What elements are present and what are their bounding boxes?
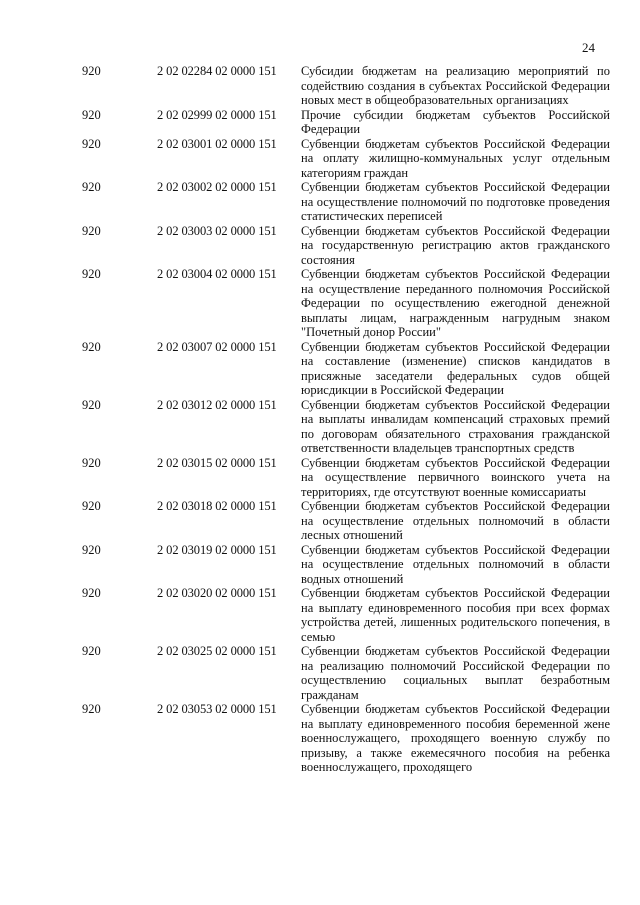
row-description: Субвенции бюджетам субъектов Российской Федерации на осуществление переданного полномочия Российской Федерации по осуществлению ежегодной денежной выплаты лицам, награжденным нагрудным знаком "Почетный донор России" bbox=[301, 267, 610, 339]
admin-code: 920 bbox=[82, 107, 101, 122]
budget-classification-code: 2 02 03019 02 0000 151 bbox=[157, 542, 277, 557]
budget-classification-code: 2 02 03012 02 0000 151 bbox=[157, 397, 277, 412]
budget-classification-code: 2 02 03001 02 0000 151 bbox=[157, 136, 277, 151]
budget-classification-code: 2 02 03007 02 0000 151 bbox=[157, 339, 277, 354]
budget-classification-code: 2 02 03025 02 0000 151 bbox=[157, 644, 277, 658]
row-description: Субвенции бюджетам субъектов Российской Федерации на оплату жилищно-коммунальных услуг отдельным категориям граждан bbox=[301, 136, 610, 180]
budget-classification-code: 2 02 03002 02 0000 151 bbox=[157, 180, 277, 194]
row-description: Субвенции бюджетам субъектов Российской Федерации на осуществление отдельных полномочий в области лесных отношений bbox=[301, 499, 610, 542]
admin-code: 920 bbox=[82, 136, 101, 151]
admin-code: 920 bbox=[82, 180, 101, 194]
budget-classification-code: 2 02 03020 02 0000 151 bbox=[157, 586, 277, 600]
budget-classification-code: 2 02 03053 02 0000 151 bbox=[157, 702, 277, 716]
table-row bbox=[0, 499, 640, 543]
row-description: Субсидии бюджетам на реализацию мероприятий по содействию создания в субъектах Российской Федерации новых мест в общеобразовательных организациях bbox=[301, 64, 610, 107]
admin-code: 920 bbox=[82, 586, 101, 600]
row-description: Субвенции бюджетам субъектов Российской Федерации на составление (изменение) списков кандидатов в присяжные заседатели федеральных судов общей юрисдикции в Российской Федерации bbox=[301, 339, 610, 397]
table-row bbox=[0, 644, 640, 702]
table-row bbox=[0, 180, 640, 224]
row-description: Субвенции бюджетам субъектов Российской Федерации на выплаты инвалидам компенсаций страховых премий по договорам обязательного страхования гражданской ответственности владельцев транспортных средств bbox=[301, 397, 610, 455]
row-description: Субвенции бюджетам субъектов Российской Федерации на реализацию полномочий Российской Федерации по осуществлению социальных выплат безработным гражданам bbox=[301, 644, 610, 702]
admin-code: 920 bbox=[82, 542, 101, 557]
admin-code: 920 bbox=[82, 267, 101, 281]
table-row bbox=[0, 267, 640, 340]
budget-classification-code: 2 02 02999 02 0000 151 bbox=[157, 107, 277, 122]
budget-classification-code: 2 02 03004 02 0000 151 bbox=[157, 267, 277, 281]
admin-code: 920 bbox=[82, 339, 101, 354]
table-row bbox=[0, 340, 640, 398]
budget-classification-code: 2 02 03003 02 0000 151 bbox=[157, 223, 277, 238]
table-row bbox=[0, 456, 640, 500]
budget-classification-code: 2 02 02284 02 0000 151 bbox=[157, 64, 277, 78]
table-row bbox=[0, 108, 640, 137]
admin-code: 920 bbox=[82, 455, 101, 470]
table-row bbox=[0, 398, 640, 456]
budget-classification-code: 2 02 03018 02 0000 151 bbox=[157, 499, 277, 513]
page-number: 24 bbox=[582, 40, 595, 55]
row-description: Субвенции бюджетам субъектов Российской Федерации на выплату единовременного пособия беременной жене военнослужащего, проходящего военную службу по призыву, а также ежемесячного пособия на ребенка военнослужащего, проходящего bbox=[301, 702, 610, 774]
row-description: Субвенции бюджетам субъектов Российской Федерации на осуществление полномочий по подготовке проведения статистических переписей bbox=[301, 180, 610, 223]
budget-classification-code: 2 02 03015 02 0000 151 bbox=[157, 455, 277, 470]
admin-code: 920 bbox=[82, 397, 101, 412]
row-description: Субвенции бюджетам субъектов Российской Федерации на осуществление отдельных полномочий в области водных отношений bbox=[301, 542, 610, 586]
table-row bbox=[0, 586, 640, 644]
row-description: Субвенции бюджетам субъектов Российской Федерации на государственную регистрацию актов гражданского состояния bbox=[301, 223, 610, 267]
admin-code: 920 bbox=[82, 702, 101, 716]
table-row bbox=[0, 702, 640, 775]
row-description: Субвенции бюджетам субъектов Российской Федерации на выплату единовременного пособия при всех формах устройства детей, лишенных родительского попечения, в семью bbox=[301, 586, 610, 644]
budget-codes-table bbox=[0, 64, 640, 775]
table-row bbox=[0, 64, 640, 108]
row-description: Субвенции бюджетам субъектов Российской Федерации на осуществление первичного воинского учета на территориях, где отсутствуют военные комиссариаты bbox=[301, 455, 610, 499]
admin-code: 920 bbox=[82, 223, 101, 238]
table-row bbox=[0, 137, 640, 181]
admin-code: 920 bbox=[82, 499, 101, 513]
table-row bbox=[0, 543, 640, 587]
admin-code: 920 bbox=[82, 644, 101, 658]
admin-code: 920 bbox=[82, 64, 101, 78]
row-description: Прочие субсидии бюджетам субъектов Российской Федерации bbox=[301, 107, 610, 136]
table-row bbox=[0, 224, 640, 268]
